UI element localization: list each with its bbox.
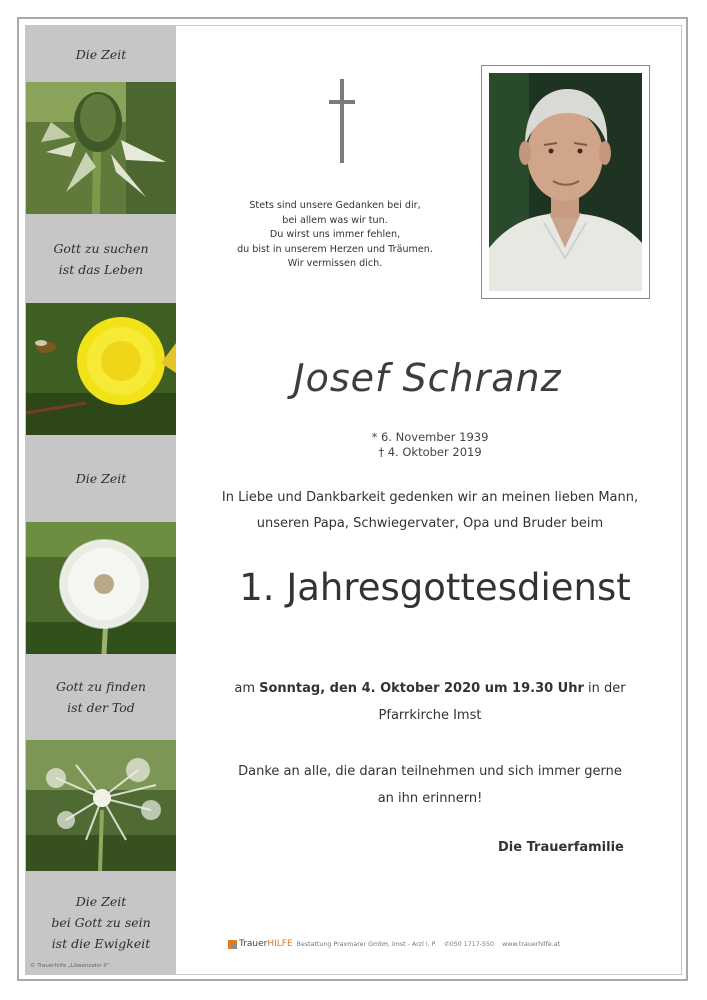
deceased-name: Josef Schranz: [293, 356, 562, 400]
event-details: [200, 675, 660, 729]
sidebar-quote-5: [26, 871, 176, 974]
intro-line: unseren Papa, Schwiegervater, Opa und Bruder beim: [256, 516, 604, 531]
signature: Die Trauerfamilie: [498, 840, 624, 855]
dandelion-flower-photo: [26, 303, 176, 435]
quote-line: ist der Tod: [67, 700, 135, 715]
thanks-line: an ihn erinnern!: [377, 791, 483, 806]
poem-line: Du wirst uns immer fehlen,: [269, 229, 401, 240]
trauerhilfe-logo-icon: [228, 940, 237, 949]
thanks-line: Danke an alle, die daran teilnehmen und sich immer gerne: [238, 764, 622, 779]
sidebar-quote-1: [26, 26, 176, 82]
poem-line: Wir vermissen dich.: [287, 258, 383, 269]
event-suffix: in der: [583, 681, 626, 696]
footer: [228, 937, 560, 951]
sidebar-quote-2: [26, 214, 176, 303]
brand-part: HILFE: [267, 939, 293, 949]
event-title: 1. Jahresgottesdienst: [239, 566, 631, 609]
death-date: † 4. Oktober 2019: [378, 445, 482, 459]
footer-company: Bestattung Praxmarer GmbH, Imst - Arzl i. P.: [296, 940, 437, 948]
cross-icon: [329, 79, 355, 163]
life-dates: [320, 430, 540, 460]
memorial-poem: [205, 199, 465, 272]
sidebar: [26, 26, 176, 974]
quote-line: ist die Ewigkeit: [51, 936, 151, 951]
copyright-note: © Trauerhilfe „Löwenzahn II“: [30, 963, 110, 969]
event-date-time: Sonntag, den 4. Oktober 2020 um 19.30 Uhr: [259, 681, 584, 696]
thanks-text: [200, 758, 660, 812]
poem-line: du bist in unserem Herzen und Träumen.: [237, 243, 433, 255]
quote-line: ist das Leben: [58, 261, 144, 277]
event-location: Pfarrkirche Imst: [378, 708, 482, 723]
intro-line: In Liebe und Dankbarkeit gedenken wir an meinen lieben Mann,: [221, 490, 639, 505]
dandelion-bud-photo: [26, 82, 176, 214]
quote-line: Die Zeit: [75, 46, 127, 62]
portrait-photo: [489, 73, 642, 291]
quote-line: Gott zu finden: [56, 679, 146, 694]
event-date-line: [200, 675, 660, 702]
quote-line: Die Zeit: [75, 894, 127, 909]
sidebar-quote-3: [26, 435, 176, 522]
intro-text: [195, 485, 665, 537]
dandelion-seeds-photo: [26, 740, 176, 871]
footer-brand: [239, 939, 293, 949]
quote-line: Gott zu suchen: [53, 240, 149, 256]
footer-website[interactable]: www.trauerhilfe.at: [502, 940, 561, 948]
quote-line: Die Zeit: [75, 471, 127, 486]
dandelion-seedhead-photo: [26, 522, 176, 654]
footer-phone: ✆050 1717-550: [444, 940, 495, 948]
quote-line: bei Gott zu sein: [51, 915, 151, 930]
event-prefix: am: [234, 681, 260, 696]
sidebar-quote-4: [26, 654, 176, 740]
brand-part: Trauer: [239, 939, 268, 949]
poem-line: bei allem was wir tun.: [282, 214, 388, 226]
birth-date: * 6. November 1939: [371, 430, 489, 444]
poem-line: Stets sind unsere Gedanken bei dir,: [249, 200, 421, 211]
portrait-frame: [481, 65, 650, 299]
